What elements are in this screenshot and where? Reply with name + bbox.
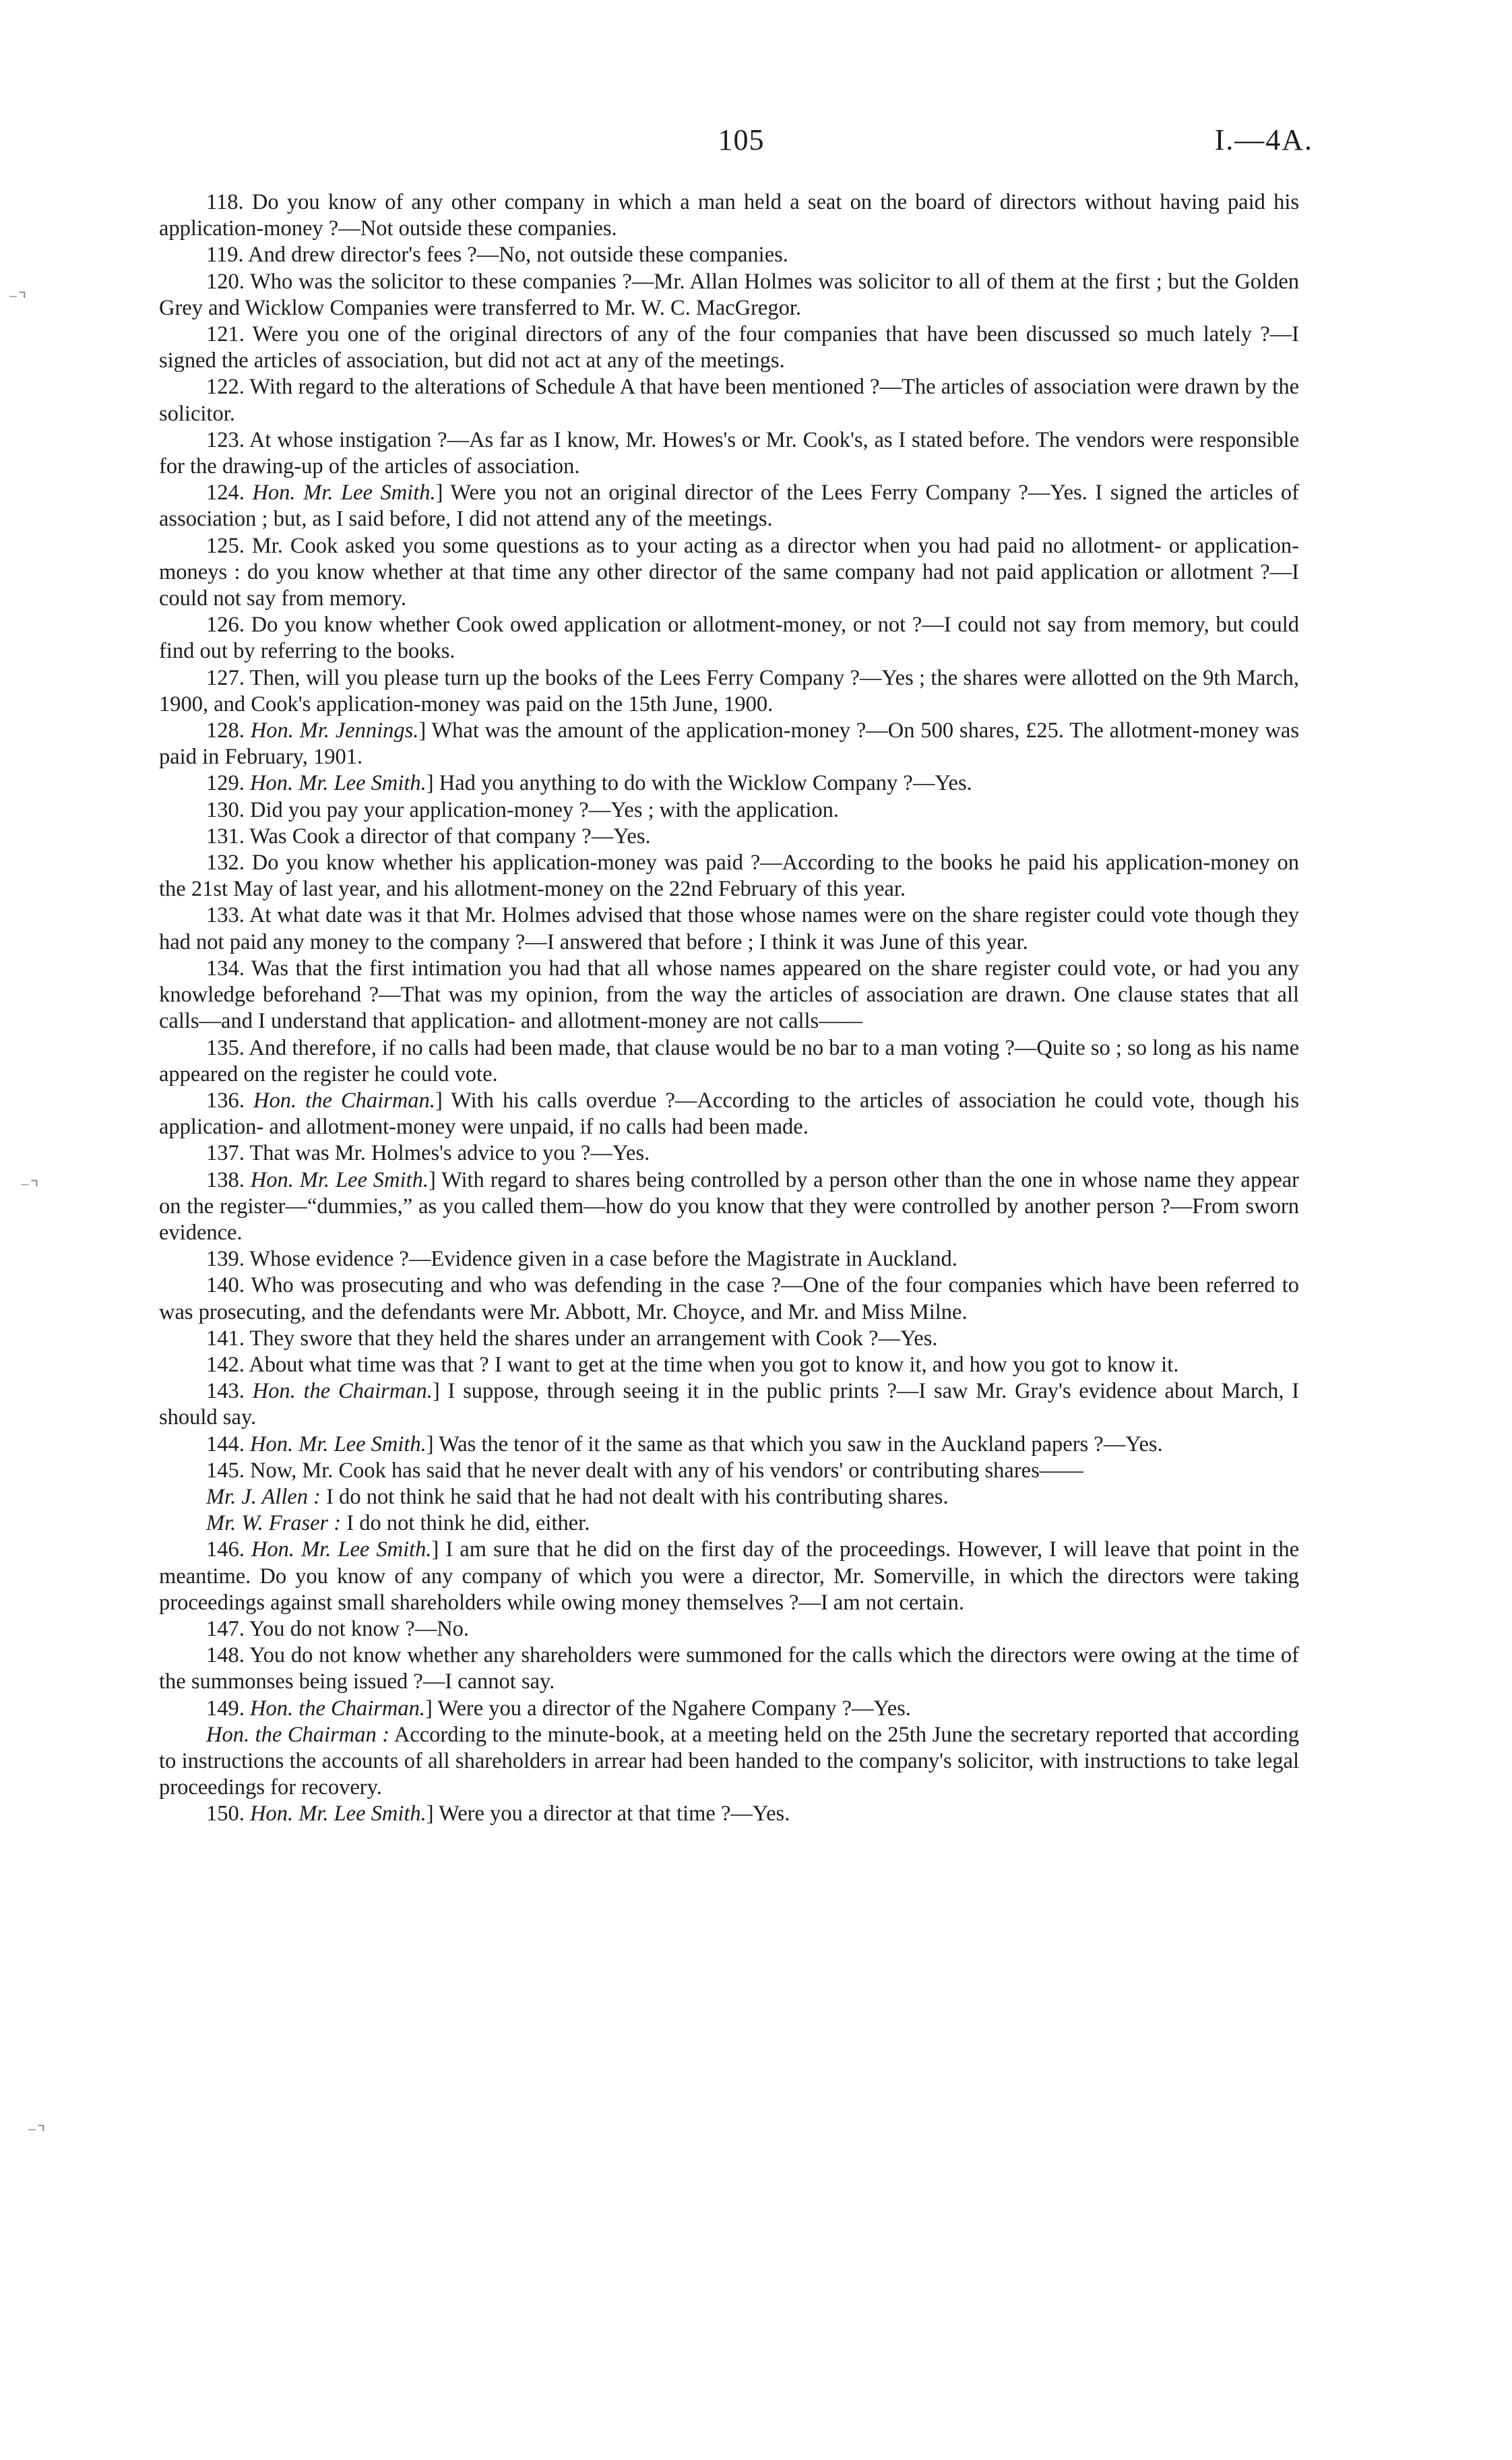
question-number: 124.	[206, 481, 245, 505]
paragraph-text: Did you pay your application-money ?—Yes ; with the application.	[250, 797, 840, 822]
question-number: 145.	[206, 1458, 245, 1483]
paragraph-text: Mr. Cook asked you some questions as to your acting as a director when you had paid no allotment- or application-moneys : do you know whether at that time any other director of the same company had not paid application or allotment ?—I could not say from memory.	[159, 533, 1299, 611]
question-number: 148.	[206, 1643, 245, 1668]
testimony-paragraph	[159, 1352, 1299, 1378]
paragraph-text: According to the minute-book, at a meeting held on the 25th June the secretary reported that according to instructions the accounts of all shareholders in arrear had been handed to the company's solicitor, with instructions to take legal proceedings for recovery.	[159, 1722, 1300, 1800]
question-number: 143.	[206, 1379, 245, 1404]
question-number: 141.	[206, 1326, 245, 1351]
speaker-name: Mr. W. Fraser :	[206, 1511, 342, 1536]
testimony-paragraph: 136. Hon. the Chairman.] With his calls overdue ?—According to the articles of association he could vote, though his application- and allotment-money were unpaid, if no calls had been made.	[159, 1088, 1300, 1140]
testimony-paragraph	[159, 612, 1299, 665]
speaker-name: Hon. the Chairman.	[252, 1379, 433, 1404]
paragraph-text: Who was prosecuting and who was defending in the case ?—One of the four companies which have been referred to was prosecuting, and the defendants were Mr. Abbott, Mr. Choyce, and Mr. and Miss Milne.	[159, 1273, 1299, 1324]
paragraph-text: Now, Mr. Cook has said that he never dealt with any of his vendors' or contributing shares——	[250, 1458, 1083, 1483]
paragraph-text: Was that the first intimation you had that all whose names appeared on the share register could vote, or had you any knowledge beforehand ?—That was my opinion, from the way the articles of association are drawn. One clause states that all calls—and I understand that application- and allotment-money are not calls——	[159, 956, 1299, 1034]
paragraph-text: I am sure that he did on the first day of the proceedings. However, I will leave that point in the meantime. Do you know of any company of which you were a director, Mr. Somerville, in which the directors were taking proceedings against small shareholders while owing money themselves ?—I am not certain.	[159, 1537, 1299, 1615]
testimony-paragraph	[159, 1722, 1299, 1802]
paragraph-text: Were you not an original director of the Lees Ferry Company ?—Yes. I signed the articles of association ; but, as I said before, I did not attend any of the meetings.	[159, 481, 1299, 532]
question-number: 125.	[206, 533, 245, 558]
testimony-paragraph: 144. Hon. Mr. Lee Smith.] Was the tenor of it the same as that which you saw in the Auckland papers ?—Yes.	[206, 1432, 1163, 1456]
paragraph-text: Had you anything to do with the Wicklow Company ?—Yes.	[439, 771, 972, 796]
paragraph-text: About what time was that ? I want to get at the time when you got to know it, and how you got to know it.	[249, 1352, 1179, 1377]
testimony-paragraph	[159, 850, 1299, 902]
question-number: 121.	[206, 322, 245, 347]
question-number: 127.	[206, 665, 245, 690]
paragraph-text: You do not know ?—No.	[249, 1616, 470, 1641]
paragraph-text: Were you a director at that time ?—Yes.	[439, 1802, 790, 1826]
paragraph-text: At what date was it that Mr. Holmes advised that those whose names were on the share register could vote though they had not paid any money to the company ?—I answered that before ; I think it was June of this year.	[159, 903, 1299, 954]
testimony-paragraph: 124. Hon. Mr. Lee Smith.] Were you not an original director of the Lees Ferry Company ?—Yes. I signed the articles of association ; but, as I said before, I did not attend any of the meetings.	[159, 481, 1299, 532]
testimony-paragraph	[159, 956, 1299, 1035]
question-number: 142.	[206, 1352, 245, 1377]
question-number: 150.	[206, 1802, 245, 1826]
testimony-paragraph: 143. Hon. the Chairman.] I suppose, through seeing it in the public prints ?—I saw Mr. Gray's evidence about March, I should say.	[159, 1379, 1300, 1430]
speaker-name: Hon. Mr. Jennings.	[250, 718, 419, 743]
paragraph-text: With his calls overdue ?—According to the articles of association he could vote, though his application- and allotment-money were unpaid, if no calls had been made.	[159, 1088, 1300, 1140]
question-number: 134.	[206, 956, 245, 981]
page-number: 105	[718, 123, 765, 156]
testimony-paragraph	[159, 1326, 1299, 1352]
testimony-paragraph	[159, 1642, 1299, 1695]
testimony-paragraph: 128. Hon. Mr. Jennings.] What was the amount of the application-money ?—On 500 shares, £25. The allotment-money was paid in February, 1901.	[159, 718, 1299, 770]
paragraph-text: I suppose, through seeing it in the public prints ?—I saw Mr. Gray's evidence about March, I should say.	[159, 1379, 1300, 1430]
speaker-name: Hon. Mr. Lee Smith.	[252, 481, 436, 505]
question-number: 122.	[206, 375, 245, 400]
testimony-paragraph	[159, 242, 1299, 268]
question-number: 139.	[206, 1247, 245, 1272]
paragraph-text: Then, will you please turn up the books of the Lees Ferry Company ?—Yes ; the shares were allotted on the 9th March, 1900, and Cook's application-money was paid on the 15th June, 1900.	[159, 665, 1299, 716]
testimony-paragraph	[159, 269, 1299, 321]
speaker-name: Hon. Mr. Lee Smith.	[251, 1537, 432, 1562]
question-number: 118.	[206, 190, 244, 214]
question-number: 128.	[206, 718, 245, 743]
testimony-paragraph: 149. Hon. the Chairman.] Were you a director of the Ngahere Company ?—Yes.	[206, 1696, 911, 1721]
testimony-paragraph	[159, 321, 1299, 374]
speaker-name: Hon. Mr. Lee Smith.	[250, 771, 427, 796]
margin-mark: ⁻⌝	[8, 288, 27, 311]
question-number: 146.	[206, 1537, 245, 1562]
question-number: 149.	[206, 1696, 245, 1721]
paragraph-text: Do you know of any other company in which a man held a seat on the board of directors without having paid his application-money ?—Not outside these companies.	[159, 190, 1300, 241]
testimony-paragraph	[159, 665, 1299, 718]
question-number: 133.	[206, 903, 245, 928]
testimony-paragraph	[159, 1484, 1299, 1510]
question-number: 119.	[206, 243, 244, 268]
question-number: 144.	[206, 1432, 245, 1456]
paragraph-text: Who was the solicitor to these companies ?—Mr. Allan Holmes was solicitor to all of them at the first ; but the Golden Grey and Wicklow Companies were transferred to Mr. W. C. MacGregor.	[159, 269, 1299, 320]
paragraph-text: Were you one of the original directors of any of the four companies that have been discussed so much lately ?—I signed the articles of association, but did not act at any of the meetings.	[159, 322, 1300, 373]
testimony-paragraph	[159, 797, 1299, 824]
testimony-paragraph	[159, 1510, 1299, 1537]
margin-mark: ⁻⌝	[20, 1177, 39, 1199]
paragraph-text: With regard to shares being controlled by a person other than the one in whose name they appear on the register—“dummies,” as you called them—how do you know that they were controlled by another person ?—From sworn evidence.	[159, 1167, 1299, 1245]
testimony-paragraph	[159, 1140, 1299, 1167]
paragraph-text: At whose instigation ?—As far as I know, Mr. Howes's or Mr. Cook's, as I stated before. The vendors were responsible for the drawing-up of the articles of association.	[159, 427, 1299, 479]
paragraph-text: Was the tenor of it the same as that which you saw in the Auckland papers ?—Yes.	[439, 1432, 1163, 1456]
question-number: 132.	[206, 851, 245, 875]
question-number: 135.	[206, 1035, 245, 1060]
testimony-paragraph	[159, 1616, 1299, 1642]
testimony-paragraph	[159, 824, 1299, 850]
question-number: 129.	[206, 771, 245, 796]
paragraph-text: What was the amount of the application-money ?—On 500 shares, £25. The allotment-money was paid in February, 1901.	[159, 718, 1299, 770]
paragraph-text: Do you know whether his application-money was paid ?—According to the books he paid his application-money on the 21st May of last year, and his allotment-money on the 22nd February of this year.	[159, 851, 1300, 902]
question-number: 136.	[206, 1088, 245, 1113]
question-number: 131.	[206, 824, 245, 849]
testimony-paragraph	[159, 427, 1299, 480]
testimony-paragraph	[159, 902, 1299, 955]
paragraph-text: And drew director's fees ?—No, not outside these companies.	[248, 243, 788, 268]
question-number: 140.	[206, 1273, 245, 1298]
paragraph-text: Do you know whether Cook owed application or allotment-money, or not ?—I could not say from memory, but could find out by referring to the books.	[159, 613, 1299, 664]
speaker-name: Hon. the Chairman.	[253, 1088, 435, 1113]
testimony-paragraph	[159, 533, 1299, 613]
testimony-paragraph	[159, 1272, 1299, 1325]
testimony-paragraph	[159, 1458, 1299, 1484]
paragraph-text: That was Mr. Holmes's advice to you ?—Yes.	[249, 1141, 650, 1166]
paragraph-text: You do not know whether any shareholders were summoned for the calls which the directors were owing at the time of the summonses being issued ?—I cannot say.	[159, 1643, 1299, 1694]
question-number: 130.	[206, 797, 245, 822]
testimony-paragraph: 146. Hon. Mr. Lee Smith.] I am sure that he did on the first day of the proceedings. However, I will leave that point in the meantime. Do you know of any company of which you were a director, Mr. Somerville, in which the directors were taking proceedings against small shareholders while owing money themselves ?—I am not certain.	[159, 1537, 1299, 1615]
speaker-name: Hon. Mr. Lee Smith.	[250, 1802, 427, 1826]
speaker-name: Hon. Mr. Lee Smith.	[250, 1167, 429, 1192]
speaker-name: Hon. the Chairman :	[206, 1722, 390, 1747]
paragraph-text: With regard to the alterations of Schedule A that have been mentioned ?—The articles of association were drawn by the solicitor.	[159, 375, 1299, 426]
margin-mark: ⁻⌝	[27, 2122, 46, 2144]
testimony-paragraph	[159, 189, 1299, 242]
paragraph-text: I do not think he did, either.	[346, 1511, 590, 1536]
testimony-paragraph	[159, 1246, 1299, 1272]
paragraph-text: And therefore, if no calls had been made, that clause would be no bar to a man voting ?—Quite so ; so long as his name appeared on the register he could vote.	[159, 1035, 1299, 1086]
question-number: 138.	[206, 1167, 245, 1192]
document-reference: I.—4A.	[1214, 123, 1313, 156]
question-number: 126.	[206, 613, 245, 638]
testimony-paragraph: 150. Hon. Mr. Lee Smith.] Were you a director at that time ?—Yes.	[206, 1802, 790, 1826]
speaker-name: Hon. Mr. Lee Smith.	[250, 1432, 427, 1456]
speaker-name: Hon. the Chairman.	[250, 1696, 425, 1721]
paragraph-text: I do not think he said that he had not dealt with his contributing shares.	[326, 1484, 949, 1509]
question-number: 123.	[206, 427, 245, 452]
testimony-paragraph: 138. Hon. Mr. Lee Smith.] With regard to shares being controlled by a person other than the one in whose name they appear on the register—“dummies,” as you called them—how do you know that they were controlled by another person ?—From sworn evidence.	[159, 1167, 1299, 1245]
speaker-name: Mr. J. Allen :	[206, 1484, 321, 1509]
question-number: 120.	[206, 269, 245, 294]
paragraph-text: Whose evidence ?—Evidence given in a case before the Magistrate in Auckland.	[249, 1247, 957, 1272]
paragraph-text: Were you a director of the Ngahere Company ?—Yes.	[437, 1696, 911, 1721]
testimony-paragraph	[159, 374, 1299, 427]
testimony-paragraph	[159, 1035, 1299, 1088]
testimony-body	[159, 189, 1299, 1828]
question-number: 147.	[206, 1616, 245, 1641]
testimony-paragraph: 129. Hon. Mr. Lee Smith.] Had you anything to do with the Wicklow Company ?—Yes.	[206, 771, 972, 796]
paragraph-text: They swore that they held the shares under an arrangement with Cook ?—Yes.	[249, 1326, 938, 1351]
paragraph-text: Was Cook a director of that company ?—Yes.	[249, 824, 651, 849]
question-number: 137.	[206, 1141, 245, 1166]
